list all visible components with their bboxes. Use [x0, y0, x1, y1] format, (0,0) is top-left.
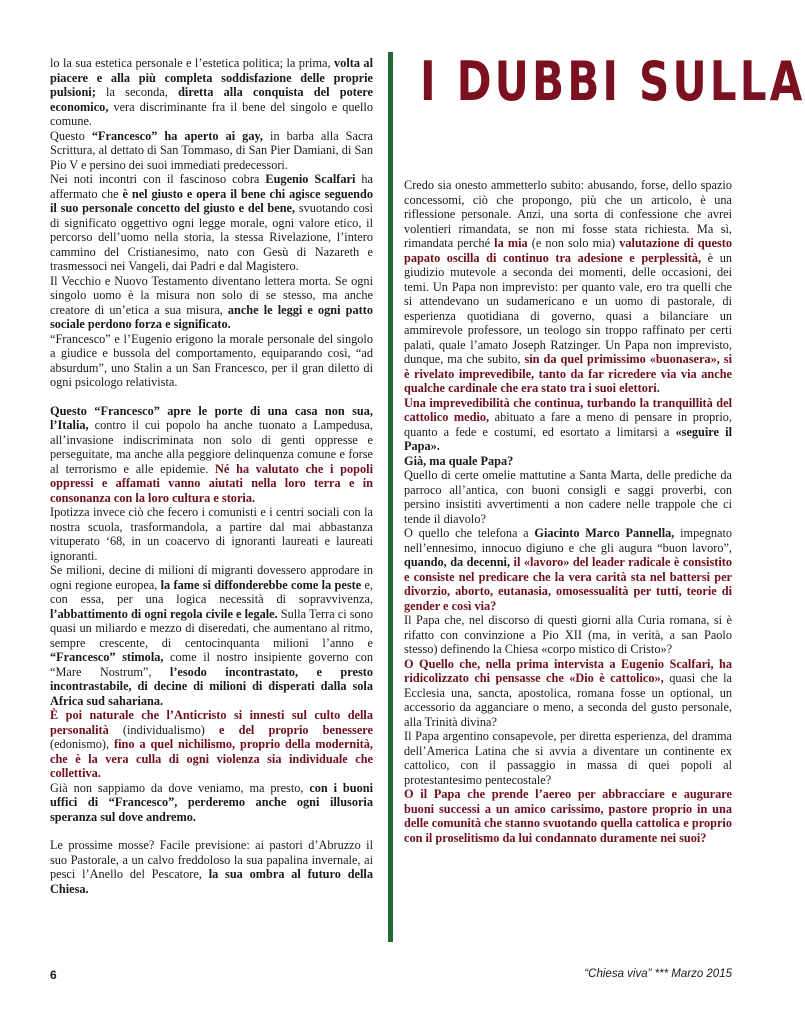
paragraph: Il Papa che, nel discorso di questi giorni alla Curia romana, si è rifatto con convinzione a Pio XII (ma, in verità, a san Paolo stesso) definendo la Chiesa «corpo mistico di Cristo»? — [404, 613, 732, 656]
publication-footer: “Chiesa viva” *** Marzo 2015 — [584, 968, 732, 980]
paragraph: Già, ma quale Papa? — [404, 453, 514, 468]
paragraph: Ipotizza invece ciò che fecero i comunisti e i centri sociali con la nostra scuola, trasformandola, a partire dal mai abbastanza vituperato ‘68, in un coacervo di ignoranti laureati e laureati ignoranti. — [50, 505, 373, 563]
left-column — [50, 56, 373, 896]
paragraph: Quello di certe omelie mattutine a Santa Marta, delle prediche da parroco all’antica, con buoni consigli e saggi proverbi, con persino insistiti avvertimenti a non cadere nelle trappole che ci tende il diavolo? — [404, 468, 732, 526]
paragraph: È poi naturale che l’Anticristo si innesti sul culto della personalità (individualismo) e del proprio benessere (edonismo), fino a quel nichilismo, proprio della modernità, che è la vera culla di ogni violenza sia individuale che collettiva. — [50, 708, 373, 780]
paragraph: “Francesco” e l’Eugenio erigono la morale personale del singolo a giudice e bussola del comportamento, equiparando così, “ad absurdum”, uno Stalin a un San Francesco, per il gran diletto di ogni psicologo relativista. — [50, 331, 373, 389]
paragraph: Le prossime mosse? Facile previsione: ai pastori d’Abruzzo il suo Pastorale, a un calvo freddoloso la sua papalina invernale, ai pesci l’Anello del Pescatore, la sua ombra al futuro della Chiesa. — [50, 838, 373, 896]
headline: I DUBBI SULLA — [420, 50, 805, 113]
paragraph: Se milioni, decine di milioni di migranti dovessero approdare in ogni regione europea, la fame si diffonderebbe come la peste e, con essa, per una logica necessità di sopravvivenza, l’abbattimento di ogni regola civile e legale. Sulla Terra ci sono quasi un miliardo e mezzo di diseredati, che aumentano al ritmo, sempre crescente, di centocinquanta milioni l’anno e “Francesco” stimola, come il nostro insipiente governo con “Mare Nostrum”, l’esodo incontrastato, e presto incontrastabile, di decine di milioni di disperati dalla sola Africa sud sahariana. — [50, 563, 374, 708]
paragraph: Credo sia onesto ammetterlo subito: abusando, forse, dello spazio concessomi, ciò che propongo, più che un articolo, è una riflessione personale. Anzi, una sorta di confessione che avrei volentieri rimandata, se non mi fosse stata richiesta. Ma sì, rimandata perché la mia (e non solo mia) valutazione di questo papato oscilla di continuo tra adesione e perplessità, è un giudizio mutevole a seconda dei momenti, delle occasioni, dei temi. Un Papa non imprevisto: per quanto vale, ero tra quelli che si attendevano un sudamericano e un uomo di pastorale, di esperienza quotidiana di governo, quasi a bilanciare un ammirevole professore, un teologo sin troppo raffinato per certi palati, quale l’amato Joseph Ratzinger. Un Papa non imprevisto, dunque, ma che subito, sin da quel primissimo «buonasera», si è rivelato imprevedibile, tanto da far ricredere via via anche qualche cardinale che era stato tra i suoi elettori. — [404, 178, 733, 395]
paragraph: O il Papa che prende l’aereo per abbracciare e augurare buoni successi a un amico carissimo, pastore proprio in una delle comunità che stanno svuotando quella cattolica e proprio con il proselitismo da lui condannato duramente nei suoi? — [404, 787, 732, 845]
paragraph: O quello che telefona a Giacinto Marco Pannella, impegnato nell’ennesimo, innocuo digiuno e che gli augura “buon lavoro”, quando, da decenni, il «lavoro» del leader radicale è consistito e consiste nel predicare che la vera carità sta nel battersi per divorzio, aborto, eutanasia, omosessualità per tutti, teorie di gender e così via? — [404, 526, 733, 613]
paragraph: Il Papa argentino consapevole, per diretta esperienza, del dramma dell’America Latina che si avvia a diventare un continente ex cattolico, con il passaggio in massa di quei popoli al protestantesimo pentecostale? — [404, 729, 732, 787]
page-number: 6 — [50, 968, 57, 982]
column-divider — [388, 52, 393, 942]
paragraph: Già non sappiamo da dove veniamo, ma presto, con i buoni uffici di “Francesco”, perderemo anche ogni illusoria speranza sul dove andremo. — [50, 780, 374, 824]
paragraph: Una imprevedibilità che continua, turbando la tranquillità del cattolico medio, abituato a fare a meno di pensare in proprio, quanto a fede e costumi, ed esortato a limitarsi a «seguire il Papa». — [404, 395, 733, 453]
paragraph: Questo “Francesco” apre le porte di una casa non sua, l’Italia, contro il cui popolo ha anche tuonato a Lampedusa, all’invasione indiscriminata non solo di genti oppresse e perseguitate, ma anche alla peggiore delinquenza comune e forse al terrorismo e alle epidemie. Né ha valutato che i popoli oppressi e affamati vanno aiutati nella loro terra e in consonanza con la loro cultura e storia. — [50, 403, 373, 505]
paragraph: Il Vecchio e Nuovo Testamento diventano lettera morta. Se ogni singolo uomo è la misura non solo di se stesso, ma anche creatore di un’etica a sua misura, anche le leggi e ogni patto sociale perdono forza e significato. — [50, 273, 373, 331]
paragraph: O Quello che, nella prima intervista a Eugenio Scalfari, ha ridicolizzato chi pensasse che «Dio è cattolico», quasi che la Ecclesia una, sancta, apostolica, romana fosse un optional, un accessorio da agganciare o meno, a seconda del gusto personale, alla Trinità divina? — [404, 656, 732, 729]
paragraph: Nei noti incontri con il fascinoso cobra Eugenio Scalfari ha affermato che è nel giusto e opera il bene chi agisce seguendo il suo personale concetto del giusto e del bene, svuotando così di significato oggettivo ogni legge morale, ogni valore etico, il percorso dell’uomo nella storia, la stessa Rivelazione, l’intero cammino del Cristianesimo, nato con Gesù di Nazareth e trasmessoci nei Vangeli, dai Padri e dal Magistero. — [50, 172, 373, 273]
paragraph: Questo “Francesco” ha aperto ai gay, in barba alla Sacra Scrittura, al dettato di San Tommaso, di San Pier Damiani, di San Pio V e persino dei suoi immediati predecessori. — [50, 128, 373, 172]
right-column — [404, 178, 732, 845]
paragraph: lo la sua estetica personale e l’estetica politica; la prima, volta al piacere e alla più completa soddisfazione delle proprie pulsioni; la seconda, diretta alla conquista del potere economico, vera discriminante fra il bene del singolo e quello comune. — [50, 56, 374, 128]
